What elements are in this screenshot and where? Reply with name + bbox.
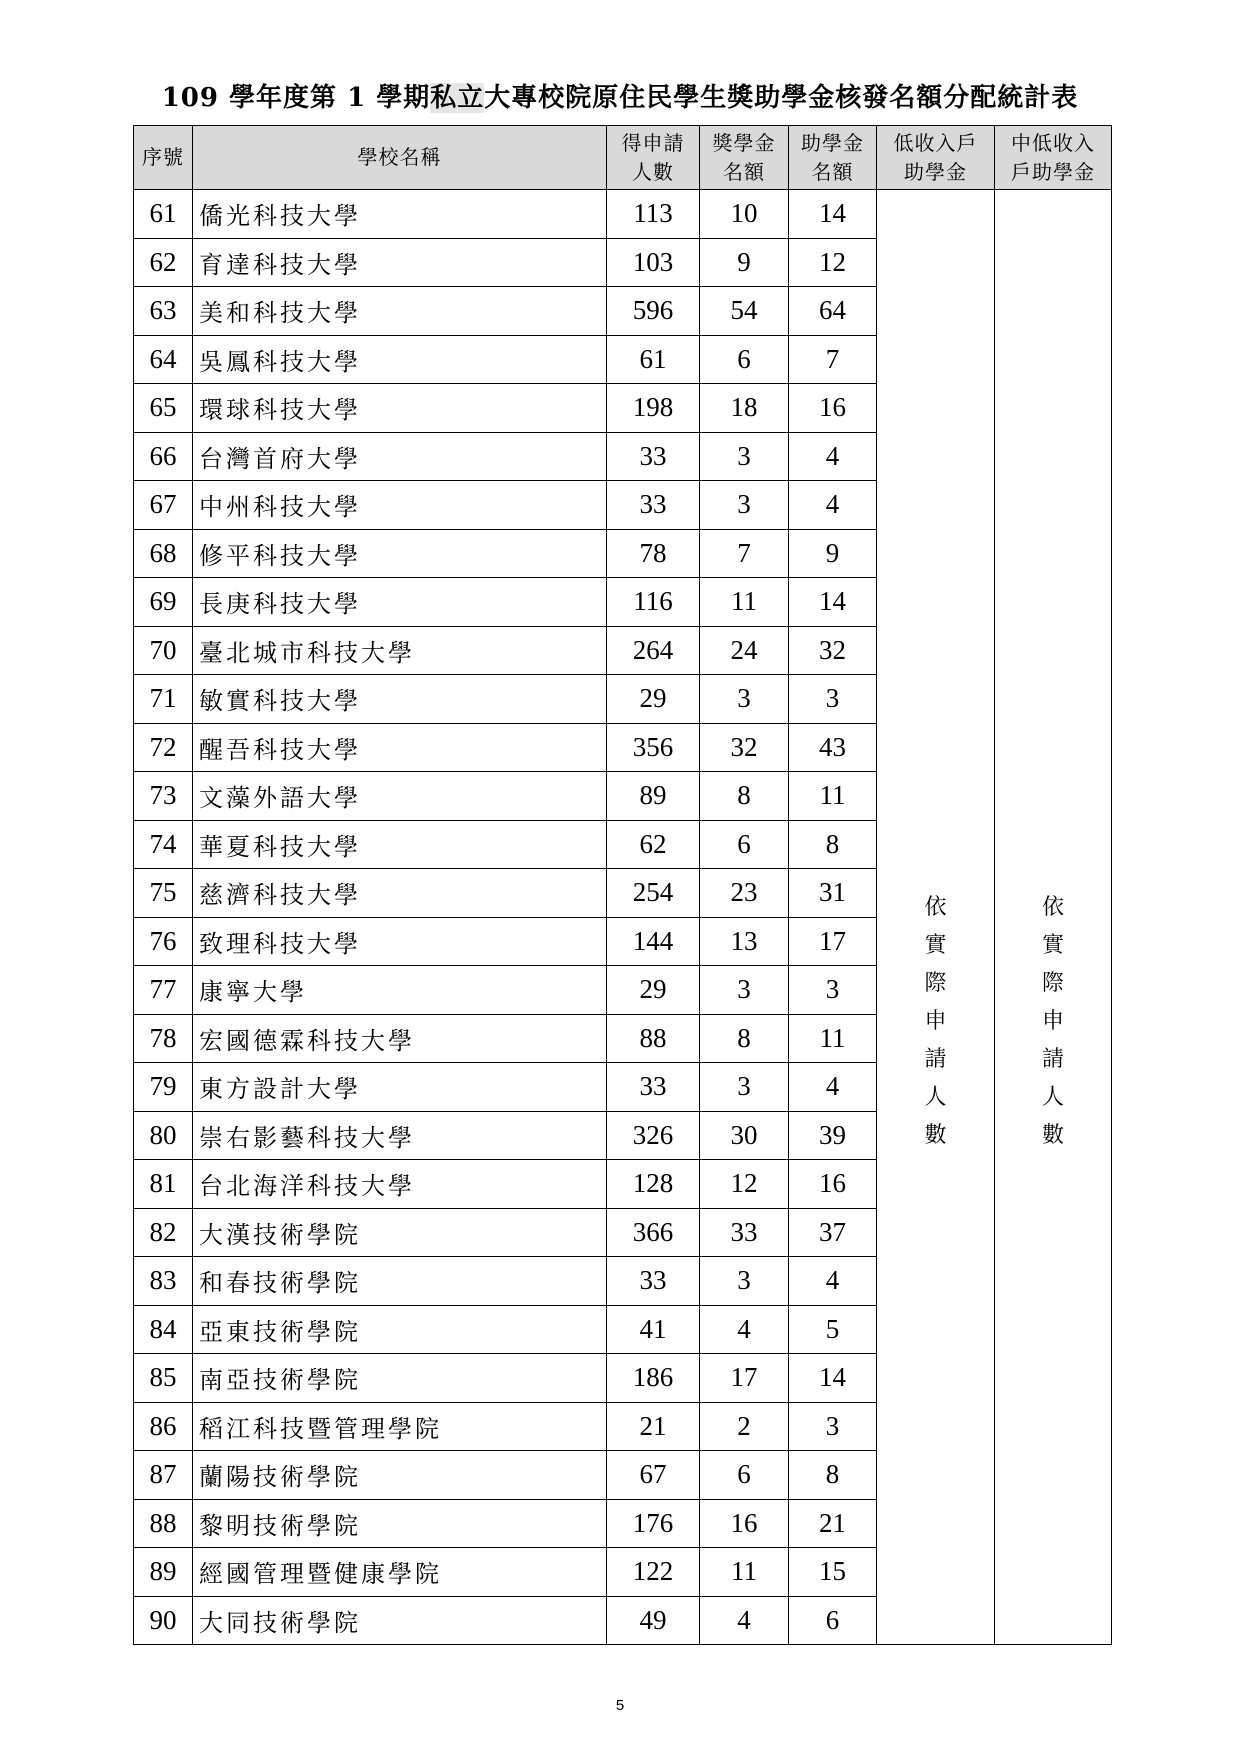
title-prefix: 109 學年度第 1 學期 [161,83,431,113]
row-school-name: 亞東技術學院 [193,1305,607,1354]
row-applicants: 186 [607,1354,700,1403]
row-school-name: 臺北城市科技大學 [193,626,607,675]
allocation-table [133,125,1112,1645]
row-grant: 31 [789,869,877,918]
row-seq: 84 [134,1305,193,1354]
row-seq: 77 [134,966,193,1015]
row-seq: 81 [134,1160,193,1209]
row-applicants: 62 [607,820,700,869]
row-applicants: 61 [607,335,700,384]
row-school-name: 華夏科技大學 [193,820,607,869]
row-school-name: 東方設計大學 [193,1063,607,1112]
row-scholarship: 17 [700,1354,789,1403]
row-scholarship: 33 [700,1208,789,1257]
row-grant: 7 [789,335,877,384]
row-seq: 63 [134,287,193,336]
row-applicants: 67 [607,1451,700,1500]
row-seq: 87 [134,1451,193,1500]
row-grant: 8 [789,1451,877,1500]
row-grant: 16 [789,384,877,433]
row-scholarship: 3 [700,432,789,481]
row-applicants: 33 [607,481,700,530]
mid-low-income-note-cell [995,190,1112,1645]
row-applicants: 254 [607,869,700,918]
row-applicants: 88 [607,1014,700,1063]
row-grant: 3 [789,675,877,724]
row-seq: 73 [134,772,193,821]
row-grant: 16 [789,1160,877,1209]
row-scholarship: 12 [700,1160,789,1209]
row-scholarship: 30 [700,1111,789,1160]
row-scholarship: 11 [700,578,789,627]
row-school-name: 蘭陽技術學院 [193,1451,607,1500]
row-scholarship: 8 [700,1014,789,1063]
row-grant: 21 [789,1499,877,1548]
row-applicants: 33 [607,432,700,481]
row-school-name: 經國管理暨健康學院 [193,1548,607,1597]
header-school: 學校名稱 [193,126,607,190]
row-school-name: 敏實科技大學 [193,675,607,724]
row-seq: 74 [134,820,193,869]
row-applicants: 49 [607,1596,700,1645]
row-school-name: 長庚科技大學 [193,578,607,627]
row-grant: 12 [789,238,877,287]
row-applicants: 33 [607,1257,700,1306]
row-seq: 85 [134,1354,193,1403]
row-seq: 80 [134,1111,193,1160]
row-school-name: 康寧大學 [193,966,607,1015]
low-income-note-cell [877,190,995,1645]
row-school-name: 宏國德霖科技大學 [193,1014,607,1063]
row-school-name: 慈濟科技大學 [193,869,607,918]
row-applicants: 41 [607,1305,700,1354]
header-mid-low-income: 中低收入 戶助學金 [995,126,1112,190]
row-scholarship: 3 [700,966,789,1015]
row-school-name: 黎明技術學院 [193,1499,607,1548]
row-seq: 64 [134,335,193,384]
row-grant: 11 [789,772,877,821]
row-scholarship: 6 [700,335,789,384]
row-applicants: 89 [607,772,700,821]
row-grant: 9 [789,529,877,578]
table-body [134,190,1112,1645]
row-seq: 71 [134,675,193,724]
row-school-name: 中州科技大學 [193,481,607,530]
row-grant: 4 [789,432,877,481]
row-applicants: 33 [607,1063,700,1112]
row-seq: 79 [134,1063,193,1112]
table-row [134,190,1112,239]
row-scholarship: 6 [700,820,789,869]
row-seq: 82 [134,1208,193,1257]
row-scholarship: 4 [700,1305,789,1354]
row-scholarship: 54 [700,287,789,336]
row-scholarship: 23 [700,869,789,918]
row-applicants: 103 [607,238,700,287]
row-applicants: 326 [607,1111,700,1160]
row-grant: 14 [789,190,877,239]
row-seq: 70 [134,626,193,675]
row-school-name: 和春技術學院 [193,1257,607,1306]
row-applicants: 128 [607,1160,700,1209]
row-school-name: 致理科技大學 [193,917,607,966]
header-scholarship: 獎學金 名額 [700,126,789,190]
row-school-name: 吳鳳科技大學 [193,335,607,384]
row-school-name: 南亞技術學院 [193,1354,607,1403]
row-applicants: 78 [607,529,700,578]
row-scholarship: 18 [700,384,789,433]
title-highlight: 私立 [430,83,485,113]
row-seq: 76 [134,917,193,966]
row-scholarship: 4 [700,1596,789,1645]
row-seq: 69 [134,578,193,627]
row-school-name: 崇右影藝科技大學 [193,1111,607,1160]
row-seq: 65 [134,384,193,433]
row-applicants: 29 [607,966,700,1015]
row-seq: 83 [134,1257,193,1306]
row-seq: 88 [134,1499,193,1548]
row-scholarship: 7 [700,529,789,578]
row-seq: 89 [134,1548,193,1597]
header-applicants: 得申請 人數 [607,126,700,190]
row-scholarship: 3 [700,481,789,530]
row-applicants: 366 [607,1208,700,1257]
row-scholarship: 3 [700,1257,789,1306]
row-grant: 6 [789,1596,877,1645]
row-school-name: 修平科技大學 [193,529,607,578]
row-grant: 8 [789,820,877,869]
row-scholarship: 3 [700,1063,789,1112]
row-seq: 68 [134,529,193,578]
row-school-name: 美和科技大學 [193,287,607,336]
row-applicants: 113 [607,190,700,239]
row-grant: 14 [789,1354,877,1403]
row-seq: 66 [134,432,193,481]
row-applicants: 356 [607,723,700,772]
row-applicants: 264 [607,626,700,675]
row-grant: 17 [789,917,877,966]
row-applicants: 596 [607,287,700,336]
row-seq: 67 [134,481,193,530]
row-school-name: 僑光科技大學 [193,190,607,239]
row-grant: 32 [789,626,877,675]
row-scholarship: 9 [700,238,789,287]
title-suffix: 大專校院原住民學生獎助學金核發名額分配統計表 [484,83,1079,113]
row-scholarship: 16 [700,1499,789,1548]
row-scholarship: 6 [700,1451,789,1500]
header-grant: 助學金 名額 [789,126,877,190]
mid-low-income-note: 依實際申請人數 [1041,895,1064,1148]
row-seq: 86 [134,1402,193,1451]
row-grant: 11 [789,1014,877,1063]
row-grant: 3 [789,1402,877,1451]
row-applicants: 144 [607,917,700,966]
row-seq: 72 [134,723,193,772]
row-grant: 4 [789,1063,877,1112]
row-school-name: 文藻外語大學 [193,772,607,821]
row-grant: 43 [789,723,877,772]
row-school-name: 育達科技大學 [193,238,607,287]
row-school-name: 大同技術學院 [193,1596,607,1645]
row-school-name: 稻江科技暨管理學院 [193,1402,607,1451]
low-income-note: 依實際申請人數 [924,895,947,1148]
row-grant: 14 [789,578,877,627]
row-grant: 5 [789,1305,877,1354]
row-applicants: 29 [607,675,700,724]
row-scholarship: 11 [700,1548,789,1597]
row-school-name: 醒吾科技大學 [193,723,607,772]
row-seq: 62 [134,238,193,287]
row-school-name: 大漢技術學院 [193,1208,607,1257]
header-low-income: 低收入戶 助學金 [877,126,995,190]
row-school-name: 環球科技大學 [193,384,607,433]
row-applicants: 116 [607,578,700,627]
row-scholarship: 24 [700,626,789,675]
row-scholarship: 13 [700,917,789,966]
row-scholarship: 8 [700,772,789,821]
row-applicants: 21 [607,1402,700,1451]
row-scholarship: 2 [700,1402,789,1451]
row-applicants: 198 [607,384,700,433]
header-seq: 序號 [134,126,193,190]
row-applicants: 176 [607,1499,700,1548]
row-seq: 78 [134,1014,193,1063]
row-grant: 4 [789,481,877,530]
row-grant: 39 [789,1111,877,1160]
row-grant: 3 [789,966,877,1015]
row-grant: 37 [789,1208,877,1257]
row-grant: 64 [789,287,877,336]
row-seq: 75 [134,869,193,918]
row-grant: 15 [789,1548,877,1597]
row-school-name: 台北海洋科技大學 [193,1160,607,1209]
row-applicants: 122 [607,1548,700,1597]
page-number: 5 [615,1697,625,1714]
table-header-row [134,126,1112,190]
row-scholarship: 10 [700,190,789,239]
row-grant: 4 [789,1257,877,1306]
row-seq: 61 [134,190,193,239]
row-scholarship: 32 [700,723,789,772]
page-title [0,78,1240,118]
row-scholarship: 3 [700,675,789,724]
row-school-name: 台灣首府大學 [193,432,607,481]
row-seq: 90 [134,1596,193,1645]
